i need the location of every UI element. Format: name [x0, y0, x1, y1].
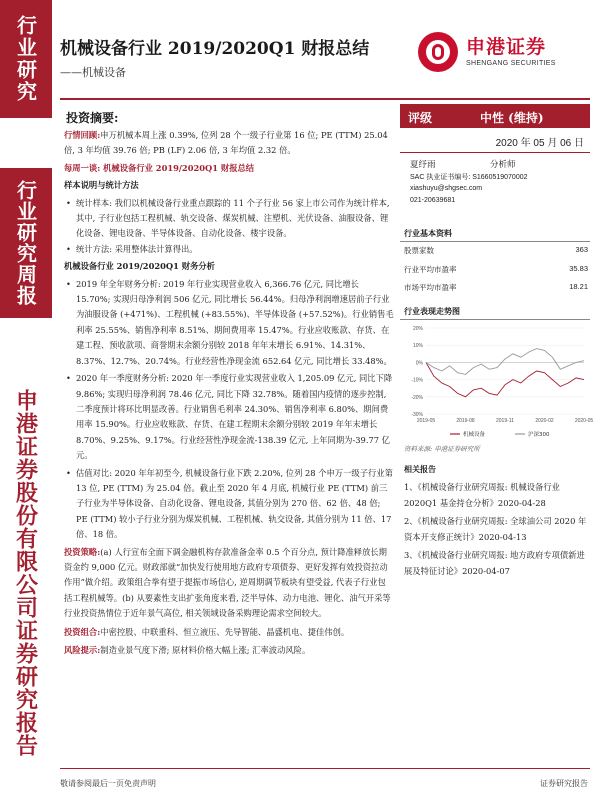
trend-chart [400, 322, 594, 442]
strategy-text: (a) 人行宣布全面下调金融机构存款准备金率 0.5 个百分点, 预计降准释放长期资金约 9,000 亿元。财政部就“加快发行使用地方政府专项债券、更好发挥有效投资拉动作用”做介绍。政策组合拳有望于提振市场信心, 逆周期调节板块有望受益, 代表子行业包括工程机械等。(b) 从要素性支出扩张角度来看, 泛半导体、动力电池、锂化、油气开采等行业投资热情位于近年景气高位, 相关领域设备采购理论需求空间较大。 [64, 546, 391, 619]
bullet-sample: • 统计样本: 我们以机械设备行业重点跟踪的 11 个子行业 56 家上市公司作为统计样本, 其中, 子行业包括工程机械、轨交设备、煤炭机械、注塑机、光伏设备、油服设备、锂化设备、锂电设备、半导体设备、自动化设备、楼宇设备。 [64, 196, 394, 242]
x-tick-label: 2019-11 [496, 418, 514, 424]
market-review-label: 行情回顾: [64, 130, 101, 140]
basic-info-divider [400, 241, 590, 242]
trend-title: 行业表现走势图 [404, 306, 460, 316]
logo-text-en: SHENGANG SECURITIES [466, 60, 556, 67]
market-review-paragraph [64, 128, 394, 159]
chart-source: 资料来源: 申港证券研究所 [404, 445, 480, 453]
sidebar-category-label: 行业研究 [0, 0, 52, 118]
risk-paragraph [64, 643, 394, 658]
summary-label: 投资摘要: [66, 111, 119, 125]
strategy-label: 投资策略: [64, 546, 101, 557]
rating-value: 中性 (维持) [480, 111, 544, 125]
x-tick-label: 2020-05 [574, 418, 594, 424]
basic-info-value: 363 [575, 245, 588, 254]
related-report-item[interactable]: 1、《机械设备行业研究周报: 机械设备行业 2020Q1 基金持仓分析》2020-04-28 [404, 482, 560, 508]
y-tick-label: 0% [415, 360, 423, 367]
related-report-item[interactable]: 2、《机械设备行业研究周报: 全球油公司 2020 年资本开支修正统计》2020-04-13 [404, 516, 587, 542]
logo-mark-icon [418, 32, 458, 72]
footer-disclaimer[interactable]: 敬请参阅最后一页免责声明 [60, 779, 156, 788]
x-tick-label: 2019-08 [456, 418, 475, 424]
basic-info-key: 市场平均市盈率 [404, 283, 457, 292]
bullet-2019-analysis: • 2019 年全年财务分析: 2019 年行业实现营业收入 6,366.76 亿元, 同比增长 15.70%; 实现归母净利润 506 亿元, 同比增长 56.44%。归母净利润增速居前子行业为油服设备 (+471%)、工程机械 (+83.55%)、半导体设备 (+57.52%)。行业销售毛利率 25.55%、销售净利率 8.51%、期间费用率 15.47%。行业应收账款、存货、在建工程、预收款项、商誉期末余额分别较 2018 年年末增长 6.91%、14.31%、8.37%、12.7%、20.74%。行业经营性净现金流 652.64 亿元, 同比增长 33.48%。 [64, 277, 394, 369]
section-heading-sample: 样本说明与统计方法 [64, 180, 139, 191]
analyst-phone: 021-20639681 [410, 196, 456, 204]
portfolio-paragraph [64, 625, 394, 640]
main-body [64, 128, 394, 658]
legend-label: 沪深300 [528, 432, 550, 438]
section-heading-financial: 机械设备行业 2019/2020Q1 财务分析 [64, 261, 215, 272]
y-tick-label: -30% [411, 412, 423, 418]
sidebar-company-label: 申港证券股份有限公司证券研究报告 [12, 388, 39, 757]
series-line-1 [426, 349, 584, 375]
logo-text-cn: 申港证券 [466, 36, 547, 58]
portfolio-text: 中密控股、中联重科、恒立液压、先导智能、晶盛机电、捷佳伟创。 [100, 626, 350, 637]
risk-text: 制造业景气度下滑; 原材料价格大幅上涨; 汇率波动风险。 [100, 645, 311, 655]
related-report-item[interactable]: 3、《机械设备行业研究周报: 地方政府专项债新进展及特征讨论》2020-04-07 [404, 550, 585, 576]
trend-divider [400, 319, 590, 320]
y-tick-label: -20% [411, 394, 423, 401]
bullet-valuation: • 估值对比: 2020 年年初至今, 机械设备行业下跌 2.20%, 位列 28 个申万一级子行业第 13 位, PE (TTM) 为 25.04 倍。截止至 2020 年 4 月底, 机械行业 PE (TTM) 前三子行业为半导体设备、自动化设备、锂电设备, 其值分别为 270 倍、62 倍、48 倍; PE (TTM) 较小子行业分别为煤炭机械、工程机械、轨交设备, 其值分别为 11 倍、17 倍、18 倍。 [64, 466, 394, 543]
company-logo [418, 30, 578, 76]
basic-info-value: 18.21 [569, 282, 588, 291]
y-tick-label: 20% [412, 326, 423, 332]
analyst-name: 夏纾雨 [410, 160, 436, 170]
market-review-text: 申万机械本周上涨 0.39%, 位列 28 个一级子行业第 16 位; PE (TTM) 25.04 倍, 3 年均值 39.76 倍; PB (LF) 2.06 倍, 3 年均值 2.32 倍。 [64, 130, 388, 156]
rating-bar [400, 104, 590, 128]
x-tick-label: 2020-02 [535, 418, 554, 424]
related-title: 相关报告 [404, 464, 436, 474]
basic-info-title: 行业基本资料 [404, 228, 452, 238]
y-tick-label: -10% [411, 377, 423, 384]
basic-info-key: 股票家数 [404, 246, 434, 255]
x-tick-label: 2019-05 [416, 418, 436, 424]
report-header [60, 18, 590, 98]
report-date: 2020 年 05 月 06 日 [495, 138, 584, 149]
footer-divider [60, 768, 590, 769]
trend-chart-svg [400, 322, 594, 442]
basic-info-key: 行业平均市盈率 [404, 265, 457, 274]
strategy-paragraph [64, 545, 394, 622]
analyst-role: 分析师 [490, 160, 516, 170]
rating-divider [400, 152, 590, 153]
y-tick-label: 10% [412, 343, 423, 350]
analyst-email: xiashuyu@shgsec.com [410, 185, 483, 192]
weekly-topic: 每周一谈: 机械设备行业 2019/2020Q1 财报总结 [64, 162, 255, 173]
report-title: 机械设备行业 2019/2020Q1 财报总结 [60, 39, 370, 59]
risk-label: 风险提示: [64, 645, 101, 655]
bullet-method: • 统计方法: 采用整体法计算得出。 [64, 242, 394, 257]
basic-info-value: 35.83 [569, 264, 588, 273]
report-subtitle: ——机械设备 [60, 66, 126, 79]
sidebar-report-type-label: 行业研究周报 [0, 168, 52, 318]
legend-label: 机械设备 [463, 432, 486, 438]
header-divider [60, 98, 590, 100]
related-reports [404, 480, 590, 579]
footer-label: 证券研究报告 [540, 779, 588, 788]
bullet-2020q1-analysis: • 2020 年一季度财务分析: 2020 年一季度行业实现营业收入 1,205.09 亿元, 同比下降 9.86%; 实现归母净利润 78.46 亿元, 同比下降 32.78%。随着国内疫情的逐步控制, 二季度预计将环比明显改善。行业销售毛利率 24.30%、销售净利率 6.80%、期间费用率 15.90%。行业应收账款、存货、在建工程期末余额分别较 2019 年年末增长 8.70%、9.25%、9.17%。行业经营性净现金流-138.39 亿元, 上年同期为-39.77 亿元。 [64, 371, 394, 463]
rating-label: 评级 [408, 111, 433, 125]
sidebar [0, 0, 52, 800]
analyst-sac: SAC 执业证书编号: S1660519070002 [410, 173, 528, 181]
analyst-info [410, 160, 590, 206]
portfolio-label: 投资组合: [64, 626, 101, 637]
